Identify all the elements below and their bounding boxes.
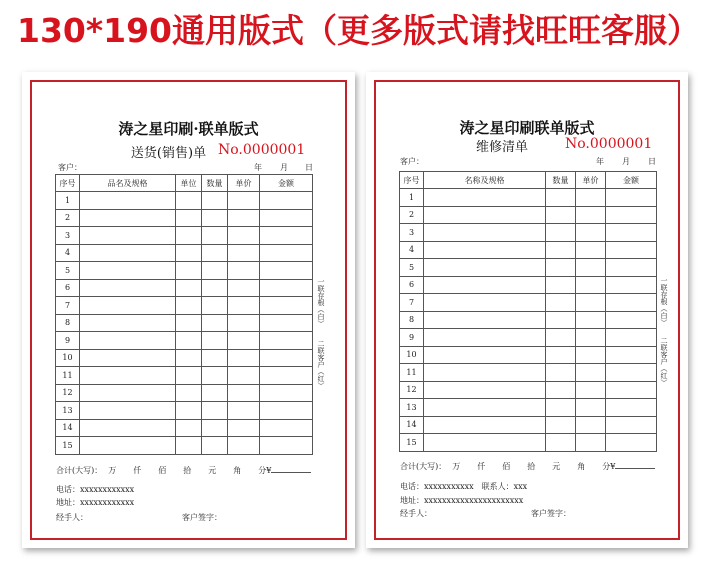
table-cell <box>424 224 546 242</box>
row-number: 4 <box>400 241 424 259</box>
table-cell <box>576 329 606 347</box>
table-cell <box>546 399 576 417</box>
table-cell <box>260 367 313 385</box>
table-cell <box>546 416 576 434</box>
table-cell <box>606 224 657 242</box>
table-cell <box>424 294 546 312</box>
row-number: 2 <box>400 206 424 224</box>
table-cell <box>260 244 313 262</box>
table-cell <box>176 297 202 315</box>
table-cell <box>202 209 228 227</box>
table-cell <box>176 367 202 385</box>
table-row <box>400 311 657 329</box>
table-cell <box>176 402 202 420</box>
year-label: 年 <box>254 163 262 172</box>
row-number: 12 <box>400 381 424 399</box>
table-cell <box>176 419 202 437</box>
table-cell <box>546 434 576 452</box>
unit-label: 拾 <box>527 462 536 471</box>
table-cell <box>546 346 576 364</box>
table-cell <box>176 279 202 297</box>
unit-label: 角 <box>233 466 242 475</box>
day-label: 日 <box>648 157 656 166</box>
address-line: 地址：xxxxxxxxxxxx <box>56 498 135 507</box>
table-cell <box>606 189 657 207</box>
unit-label: 角 <box>577 462 586 471</box>
unit-label: 万 <box>108 466 117 475</box>
table-row <box>400 364 657 382</box>
unit-label: 分¥ <box>602 462 616 471</box>
row-number: 6 <box>400 276 424 294</box>
table-cell <box>202 437 228 455</box>
table-cell <box>202 314 228 332</box>
table-cell <box>80 332 176 350</box>
column-header: 名称及规格 <box>424 172 546 189</box>
table-cell <box>202 402 228 420</box>
table-cell <box>576 381 606 399</box>
table-cell <box>546 329 576 347</box>
form-sheet-repair <box>366 72 688 548</box>
table-cell <box>80 297 176 315</box>
phone-line: 电话：xxxxxxxxxxxx <box>56 485 135 494</box>
table-cell <box>228 227 260 245</box>
table-cell <box>260 279 313 297</box>
table-cell <box>424 346 546 364</box>
table-cell <box>202 349 228 367</box>
table-cell <box>260 227 313 245</box>
day-label: 日 <box>305 163 313 172</box>
table-cell <box>80 367 176 385</box>
row-number: 15 <box>400 434 424 452</box>
column-header: 金额 <box>260 175 313 192</box>
table-cell <box>576 434 606 452</box>
table-cell <box>546 381 576 399</box>
table-cell <box>176 384 202 402</box>
table-cell <box>80 384 176 402</box>
table-row <box>400 259 657 277</box>
table-cell <box>228 192 260 210</box>
table-row <box>56 332 313 350</box>
row-number: 14 <box>400 416 424 434</box>
table-cell <box>228 244 260 262</box>
table-cell <box>80 314 176 332</box>
table-cell <box>176 349 202 367</box>
table-cell <box>260 437 313 455</box>
unit-label: 万 <box>452 462 461 471</box>
copy-label-red: 二联客户（红） <box>317 339 325 389</box>
address-line: 地址：xxxxxxxxxxxxxxxxxxxxxx <box>400 496 524 505</box>
table-row <box>400 329 657 347</box>
column-header: 序号 <box>56 175 80 192</box>
row-number: 6 <box>56 279 80 297</box>
table-cell <box>202 384 228 402</box>
table-cell <box>606 294 657 312</box>
handler-label: 经手人： <box>400 509 432 518</box>
row-number: 7 <box>56 297 80 315</box>
table-cell <box>424 364 546 382</box>
row-number: 3 <box>56 227 80 245</box>
table-cell <box>546 189 576 207</box>
table-cell <box>228 349 260 367</box>
column-header: 数量 <box>202 175 228 192</box>
table-cell <box>576 416 606 434</box>
row-number: 8 <box>56 314 80 332</box>
table-cell <box>260 314 313 332</box>
table-cell <box>606 399 657 417</box>
table-row <box>400 434 657 452</box>
table-cell <box>228 262 260 280</box>
customer-label: 客户： <box>58 163 82 172</box>
table-cell <box>176 227 202 245</box>
row-number: 4 <box>56 244 80 262</box>
form-company-title: 涛之星印刷联单版式 <box>459 119 595 137</box>
table-row <box>56 384 313 402</box>
table-cell <box>576 399 606 417</box>
form-subtitle: 送货(销售)单 <box>130 146 207 161</box>
table-cell <box>606 416 657 434</box>
table-cell <box>228 209 260 227</box>
row-number: 11 <box>400 364 424 382</box>
table-cell <box>424 241 546 259</box>
table-row <box>56 349 313 367</box>
table-row <box>400 381 657 399</box>
table-cell <box>80 244 176 262</box>
table-cell <box>202 262 228 280</box>
form-sheet-delivery <box>22 72 355 548</box>
table-cell <box>260 209 313 227</box>
table-cell <box>606 276 657 294</box>
items-table <box>399 171 657 452</box>
table-row <box>56 244 313 262</box>
month-label: 月 <box>280 163 288 172</box>
table-cell <box>202 279 228 297</box>
table-cell <box>576 294 606 312</box>
table-cell <box>80 437 176 455</box>
table-row <box>56 314 313 332</box>
table-row <box>56 279 313 297</box>
table-cell <box>260 262 313 280</box>
unit-label: 仟 <box>133 466 142 475</box>
table-row <box>400 189 657 207</box>
table-cell <box>228 437 260 455</box>
table-row <box>400 276 657 294</box>
table-cell <box>576 346 606 364</box>
row-number: 10 <box>56 349 80 367</box>
column-header: 品名及规格 <box>80 175 176 192</box>
table-cell <box>176 262 202 280</box>
table-cell <box>80 402 176 420</box>
table-cell <box>424 399 546 417</box>
total-row <box>56 465 311 476</box>
copy-label-white: 一联存根（白） <box>660 276 668 326</box>
table-cell <box>228 402 260 420</box>
handler-label: 经手人： <box>56 513 88 522</box>
total-label: 合计(大写)： <box>400 462 447 471</box>
table-cell <box>80 419 176 437</box>
column-header: 数量 <box>546 172 576 189</box>
table-row <box>400 206 657 224</box>
unit-label: 分¥ <box>258 466 272 475</box>
table-cell <box>546 364 576 382</box>
table-cell <box>546 224 576 242</box>
table-cell <box>228 419 260 437</box>
row-number: 13 <box>400 399 424 417</box>
table-cell <box>546 294 576 312</box>
table-cell <box>424 416 546 434</box>
table-cell <box>576 189 606 207</box>
table-row <box>56 367 313 385</box>
table-cell <box>576 311 606 329</box>
row-number: 13 <box>56 402 80 420</box>
table-cell <box>424 259 546 277</box>
table-cell <box>260 332 313 350</box>
table-cell <box>80 209 176 227</box>
customer-label: 客户： <box>400 157 424 166</box>
row-number: 3 <box>400 224 424 242</box>
form-subtitle: 维修清单 <box>475 140 528 155</box>
row-number: 7 <box>400 294 424 312</box>
table-cell <box>80 262 176 280</box>
table-cell <box>176 192 202 210</box>
column-header: 金额 <box>606 172 657 189</box>
table-cell <box>606 241 657 259</box>
table-cell <box>202 227 228 245</box>
column-header: 单位 <box>176 175 202 192</box>
table-row <box>400 346 657 364</box>
row-number: 1 <box>56 192 80 210</box>
table-cell <box>546 241 576 259</box>
table-cell <box>228 314 260 332</box>
table-row <box>56 227 313 245</box>
table-cell <box>176 332 202 350</box>
table-cell <box>546 259 576 277</box>
form-number: No.0000001 <box>218 142 306 158</box>
table-cell <box>260 419 313 437</box>
row-number: 1 <box>400 189 424 207</box>
table-cell <box>80 192 176 210</box>
table-cell <box>546 276 576 294</box>
table-cell <box>606 329 657 347</box>
table-cell <box>606 364 657 382</box>
table-cell <box>576 224 606 242</box>
table-cell <box>202 332 228 350</box>
table-cell <box>80 227 176 245</box>
table-cell <box>228 297 260 315</box>
unit-label: 佰 <box>502 462 511 471</box>
copy-label-white: 一联存根（白） <box>317 277 325 327</box>
items-table <box>55 174 313 455</box>
unit-label: 仟 <box>477 462 486 471</box>
table-row <box>400 416 657 434</box>
table-cell <box>424 206 546 224</box>
table-cell <box>176 437 202 455</box>
table-row <box>400 294 657 312</box>
table-row <box>400 241 657 259</box>
table-cell <box>80 349 176 367</box>
table-cell <box>202 297 228 315</box>
table-cell <box>424 276 546 294</box>
row-number: 14 <box>56 419 80 437</box>
copy-label-red: 二联客户（红） <box>660 336 668 386</box>
row-number: 9 <box>56 332 80 350</box>
row-number: 8 <box>400 311 424 329</box>
row-number: 15 <box>56 437 80 455</box>
phone-contact-line: 电话：xxxxxxxxxxx 联系人：xxx <box>400 482 528 491</box>
month-label: 月 <box>622 157 630 166</box>
unit-label: 元 <box>208 466 217 475</box>
table-cell <box>176 209 202 227</box>
row-number: 5 <box>56 262 80 280</box>
table-cell <box>424 189 546 207</box>
unit-label: 拾 <box>183 466 192 475</box>
table-cell <box>260 192 313 210</box>
table-cell <box>576 259 606 277</box>
row-number: 10 <box>400 346 424 364</box>
table-cell <box>606 381 657 399</box>
signature-label: 客户签字： <box>182 513 222 522</box>
table-cell <box>228 279 260 297</box>
table-row <box>56 209 313 227</box>
table-row <box>56 437 313 455</box>
unit-label: 元 <box>552 462 561 471</box>
table-cell <box>176 314 202 332</box>
table-cell <box>202 419 228 437</box>
total-underline <box>615 461 655 469</box>
total-row <box>400 461 655 472</box>
table-cell <box>606 311 657 329</box>
column-header: 单价 <box>576 172 606 189</box>
table-cell <box>80 279 176 297</box>
table-cell <box>228 332 260 350</box>
row-number: 11 <box>56 367 80 385</box>
table-cell <box>228 384 260 402</box>
table-cell <box>546 311 576 329</box>
table-cell <box>202 367 228 385</box>
table-cell <box>228 367 260 385</box>
table-row <box>400 224 657 242</box>
table-cell <box>576 241 606 259</box>
column-header: 单价 <box>228 175 260 192</box>
row-number: 2 <box>56 209 80 227</box>
table-cell <box>546 206 576 224</box>
banner-title: 130*190通用版式（更多版式请找旺旺客服） <box>16 11 701 50</box>
table-cell <box>606 434 657 452</box>
table-cell <box>424 381 546 399</box>
column-header: 序号 <box>400 172 424 189</box>
form-company-title: 涛之星印刷·联单版式 <box>118 120 259 138</box>
table-cell <box>424 434 546 452</box>
table-cell <box>260 349 313 367</box>
table-cell <box>606 346 657 364</box>
table-row <box>56 419 313 437</box>
signature-label: 客户签字： <box>531 509 571 518</box>
table-row <box>56 192 313 210</box>
table-row <box>400 399 657 417</box>
unit-label: 佰 <box>158 466 167 475</box>
table-cell <box>202 192 228 210</box>
table-cell <box>576 276 606 294</box>
table-cell <box>260 297 313 315</box>
row-number: 9 <box>400 329 424 347</box>
table-cell <box>576 364 606 382</box>
form-number: No.0000001 <box>565 136 653 152</box>
table-cell <box>606 206 657 224</box>
table-cell <box>424 311 546 329</box>
table-cell <box>606 259 657 277</box>
table-row <box>56 297 313 315</box>
table-cell <box>424 329 546 347</box>
year-label: 年 <box>596 157 604 166</box>
table-cell <box>176 244 202 262</box>
table-row <box>56 402 313 420</box>
total-underline <box>271 465 311 473</box>
table-cell <box>260 384 313 402</box>
table-cell <box>576 206 606 224</box>
table-cell <box>260 402 313 420</box>
table-row <box>56 262 313 280</box>
row-number: 5 <box>400 259 424 277</box>
table-cell <box>202 244 228 262</box>
row-number: 12 <box>56 384 80 402</box>
total-label: 合计(大写)： <box>56 466 103 475</box>
